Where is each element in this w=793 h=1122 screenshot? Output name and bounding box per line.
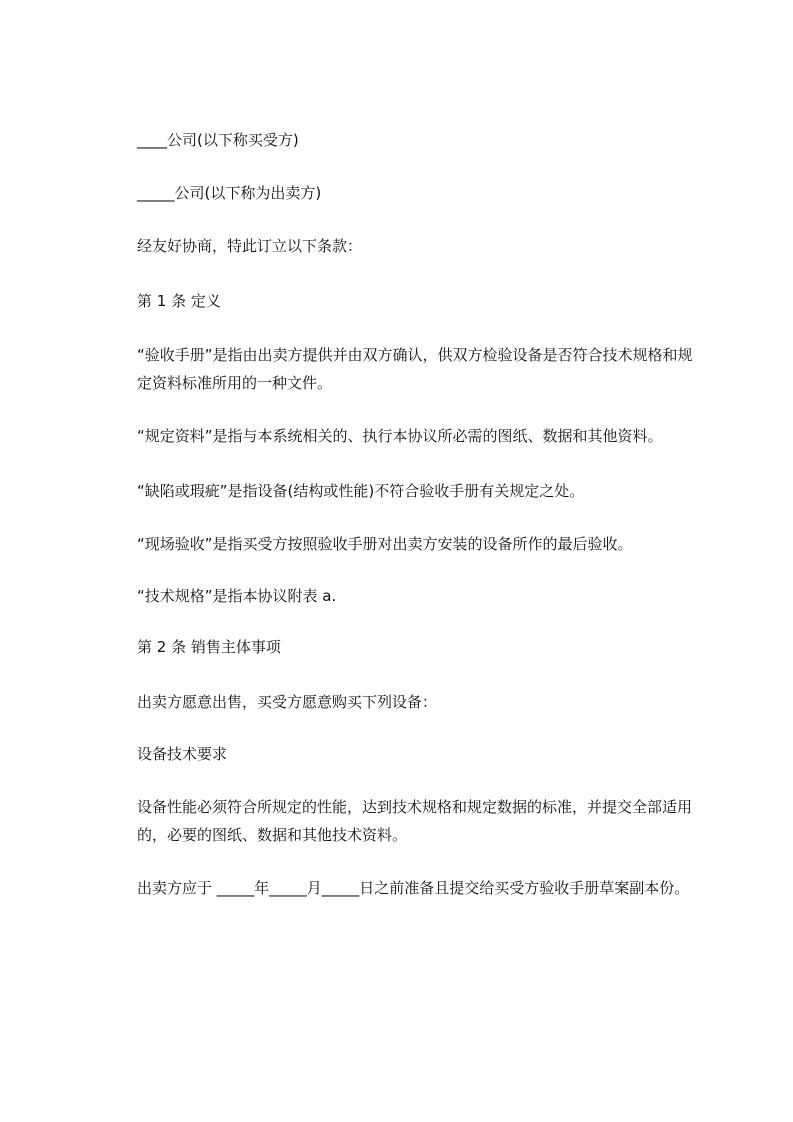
definition-defect: “缺陷或瑕疵”是指设备(结构或性能)不符合验收手册有关规定之处。 (137, 482, 585, 500)
article-2-heading: 第 2 条 销售主体事项 (137, 638, 281, 656)
equipment-requirements-heading: 设备技术要求 (137, 745, 228, 763)
definition-acceptance-manual: “验收手册”是指由出卖方提供并由双方确认，供双方检验设备是否符合技术规格和规定资料标准所用的一种文件。 (137, 346, 693, 392)
sale-statement: 出卖方愿意出售，买受方愿意购买下列设备： (137, 693, 438, 711)
equipment-performance-paragraph: 设备性能必须符合所规定的性能，达到技术规格和规定数据的标准，并提交全部适用的，必要的图纸、数据和其他技术资料。 (137, 798, 693, 844)
definition-specified-documents: “规定资料”是指与本系统相关的、执行本协议所必需的图纸、数据和其他资料。 (137, 427, 663, 445)
article-1-heading: 第 1 条 定义 (137, 292, 221, 310)
party-seller-line: _____公司(以下称为出卖方) (137, 184, 322, 202)
definition-technical-specification: “技术规格”是指本协议附表 a. (137, 587, 337, 605)
manual-submission-paragraph: 出卖方应于 _____年_____月_____日之前准备且提交给买受方验收手册草案副本份。 (137, 879, 690, 897)
definition-site-acceptance: “现场验收”是指买受方按照验收手册对出卖方安装的设备所作的最后验收。 (137, 535, 633, 553)
party-buyer-line: ____公司(以下称买受方) (137, 131, 299, 149)
intro-line: 经友好协商，特此订立以下条款： (137, 237, 363, 255)
